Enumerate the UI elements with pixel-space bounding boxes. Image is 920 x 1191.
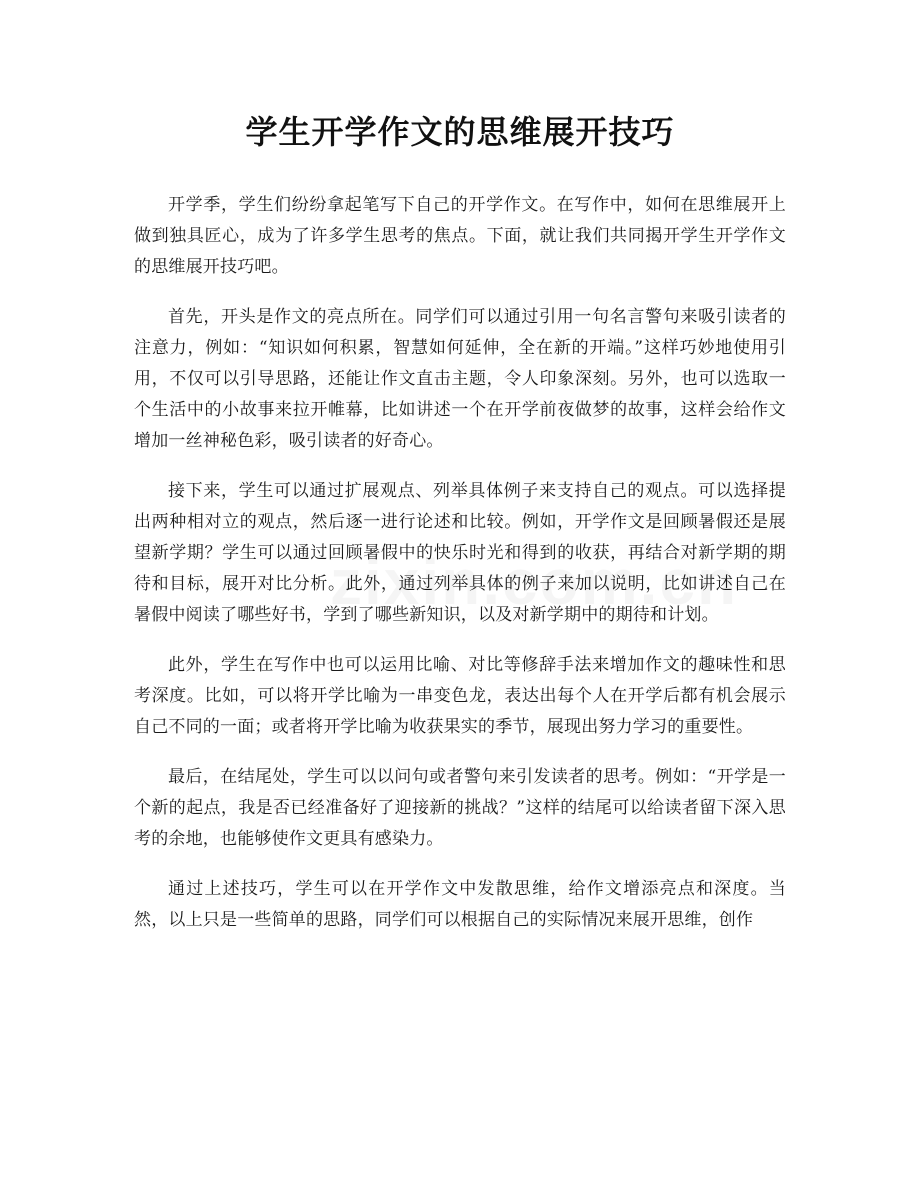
paragraph: 首先，开头是作文的亮点所在。同学们可以通过引用一句名言警句来吸引读者的注意力，例如：“知识如何积累，智慧如何延伸，全在新的开端。”这样巧妙地使用引用，不仅可以引导思路，还能让作文直击主题，令人印象深刻。另外，也可以选取一个生活中的小故事来拉开帷幕，比如讲述一个在开学前夜做梦的故事，这样会给作文增加一丝神秘色彩，吸引读者的好奇心。 xyxy=(134,307,786,451)
paragraph: 开学季，学生们纷纷拿起笔写下自己的开学作文。在写作中，如何在思维展开上做到独具匠心，成为了许多学生思考的焦点。下面，就让我们共同揭开学生开学作文的思维展开技巧吧。 xyxy=(134,195,786,277)
paragraph: 通过上述技巧，学生可以在开学作文中发散思维，给作文增添亮点和深度。当然，以上只是一些简单的思路，同学们可以根据自己的实际情况来展开思维，创作 xyxy=(134,879,786,930)
document-body xyxy=(134,190,786,936)
paragraph: 此外，学生在写作中也可以运用比喻、对比等修辞手法来增加作文的趣味性和思考深度。比如，可以将开学比喻为一串变色龙，表达出每个人在开学后都有机会展示自己不同的一面；或者将开学比喻为收获果实的季节，展现出努力学习的重要性。 xyxy=(134,655,786,737)
paragraph: 最后，在结尾处，学生可以以问句或者警句来引发读者的思考。例如：“开学是一个新的起点，我是否已经准备好了迎接新的挑战？”这样的结尾可以给读者留下深入思考的余地，也能够使作文更具有感染力。 xyxy=(134,767,786,849)
paragraph: 接下来，学生可以通过扩展观点、列举具体例子来支持自己的观点。可以选择提出两种相对立的观点，然后逐一进行论述和比较。例如，开学作文是回顾暑假还是展望新学期？学生可以通过回顾暑假中的快乐时光和得到的收获，再结合对新学期的期待和目标，展开对比分析。此外，通过列举具体的例子来加以说明，比如讲述自己在暑假中阅读了哪些好书，学到了哪些新知识，以及对新学期中的期待和计划。 xyxy=(134,481,786,625)
document-title: 学生开学作文的思维展开技巧 xyxy=(245,113,675,151)
document-page xyxy=(134,0,786,955)
